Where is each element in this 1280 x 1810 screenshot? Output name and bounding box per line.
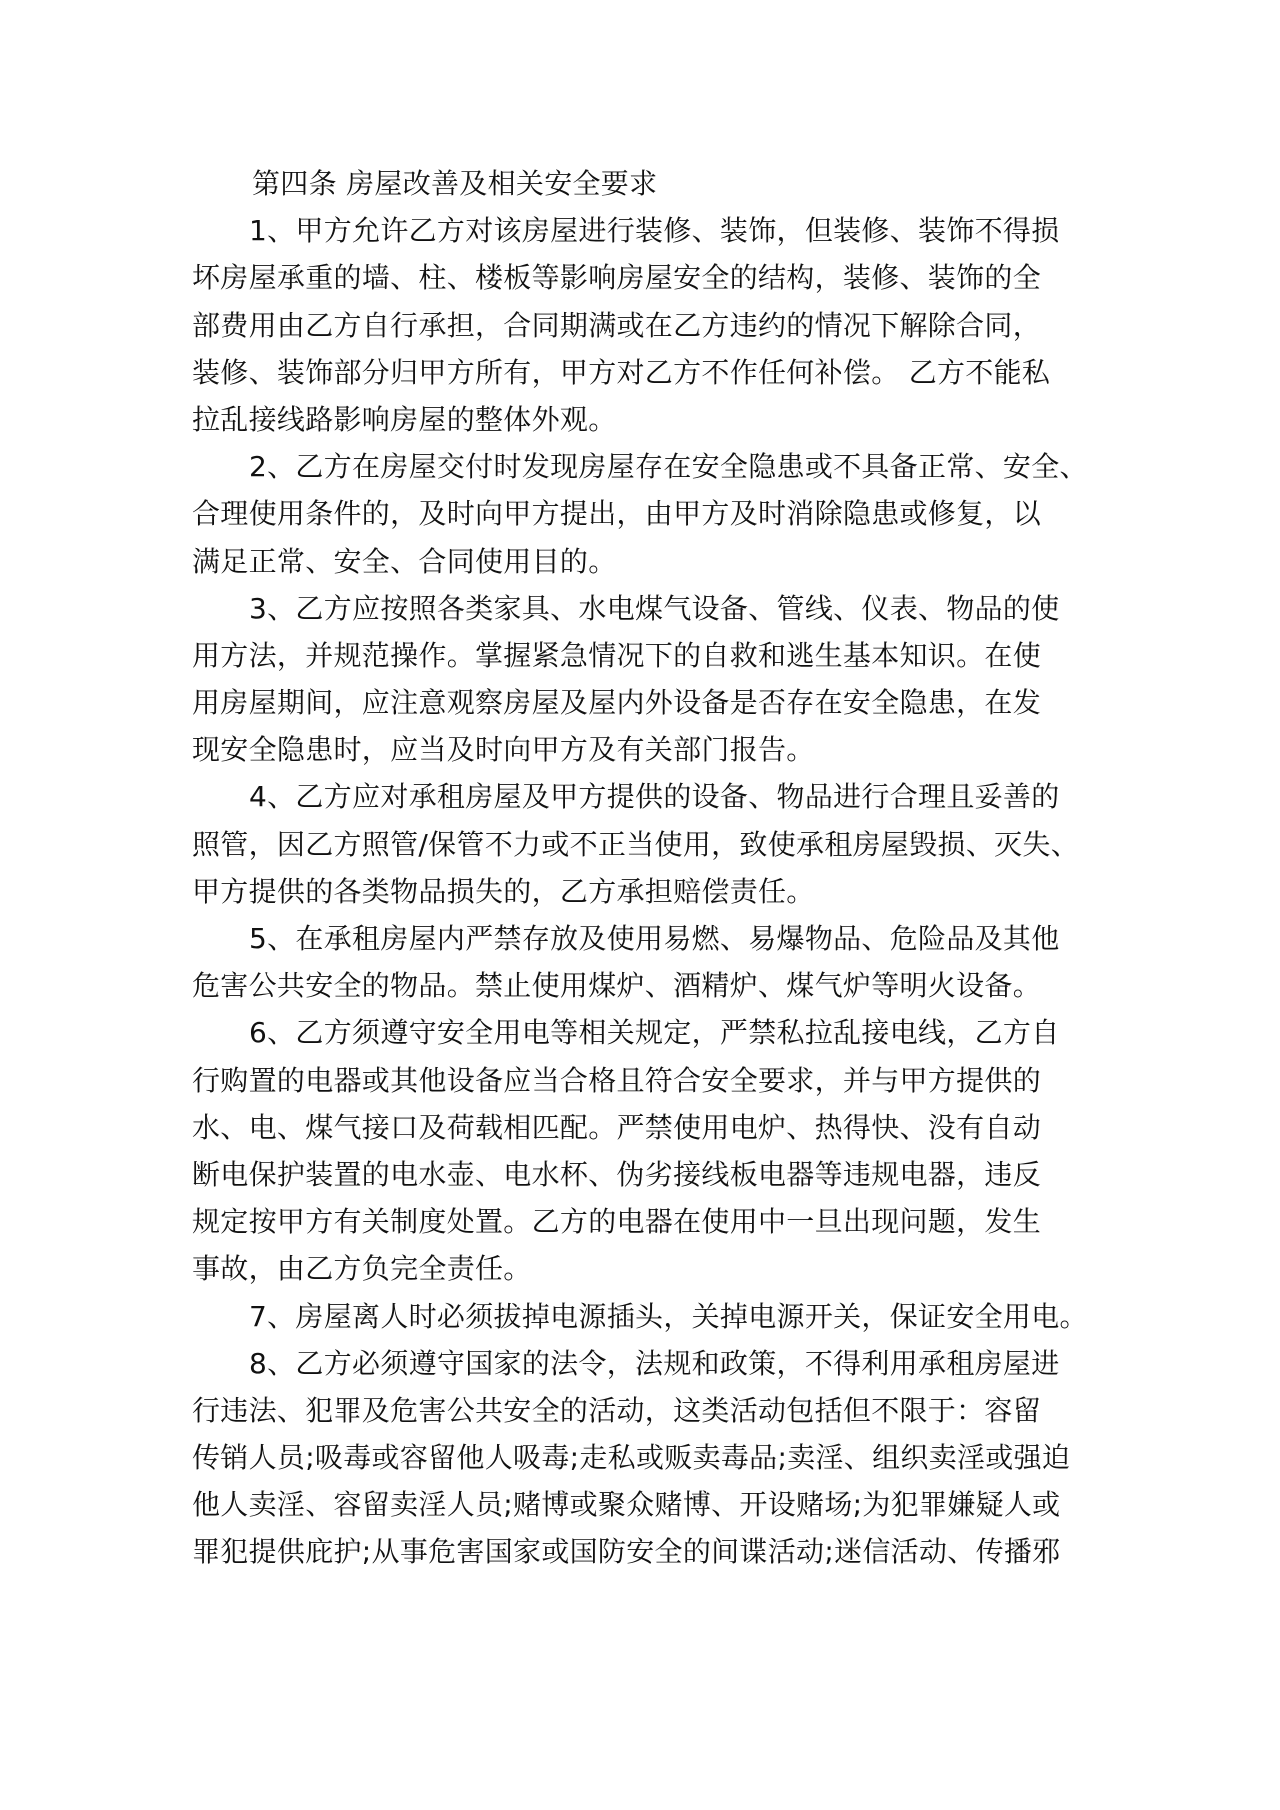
paragraph-line: 6、乙方须遵守安全用电等相关规定，严禁私拉乱接电线，乙方自: [249, 1016, 1060, 1050]
section-heading: 第四条 房屋改善及相关安全要求: [252, 167, 658, 200]
paragraph: [192, 1293, 1092, 1340]
paragraph: [192, 585, 1092, 774]
paragraph-line: 行购置的电器或其他设备应当合格且符合安全要求，并与甲方提供的: [192, 1063, 1042, 1097]
paragraph-line: 传销人员;吸毒或容留他人吸毒;走私或贩卖毒品;卖淫、组织卖淫或强迫: [192, 1441, 1071, 1475]
paragraph: [192, 443, 1092, 585]
paragraph-line: 装修、装饰部分归甲方所有，甲方对乙方不作任何补偿。 乙方不能私: [192, 355, 1051, 389]
paragraph: [192, 915, 1092, 1009]
paragraph-line: 规定按甲方有关制度处置。乙方的电器在使用中一旦出现问题，发生: [192, 1205, 1042, 1239]
paragraph-line: 罪犯提供庇护;从事危害国家或国防安全的间谍活动;迷信活动、传播邪: [192, 1535, 1061, 1569]
paragraph-line: 现安全隐患时，应当及时向甲方及有关部门报告。: [192, 733, 815, 767]
paragraph-line: 2、乙方在房屋交付时发现房屋存在安全隐患或不具备正常、安全、: [249, 450, 1088, 484]
paragraph-line: 水、电、煤气接口及荷载相匹配。严禁使用电炉、热得快、没有自动: [192, 1110, 1042, 1144]
paragraph: [192, 773, 1092, 915]
paragraph-line: 坏房屋承重的墙、柱、楼板等影响房屋安全的结构，装修、装饰的全: [192, 261, 1042, 295]
paragraph: [192, 1340, 1092, 1576]
paragraph-line: 部费用由乙方自行承担，合同期满或在乙方违约的情况下解除合同，: [192, 308, 1042, 342]
paragraph: [192, 207, 1092, 443]
paragraph-line: 满足正常、安全、合同使用目的。: [192, 544, 617, 578]
paragraph-line: 7、房屋离人时必须拔掉电源插头，关掉电源开关，保证安全用电。: [249, 1299, 1088, 1333]
paragraph-line: 用方法，并规范操作。掌握紧急情况下的自救和逃生基本知识。在使: [192, 638, 1042, 672]
paragraph-line: 3、乙方应按照各类家具、水电煤气设备、管线、仪表、物品的使: [249, 591, 1060, 625]
paragraph: [192, 1009, 1092, 1292]
paragraph-line: 他人卖淫、容留卖淫人员;赌博或聚众赌博、开设赌场;为犯罪嫌疑人或: [192, 1488, 1061, 1522]
paragraph-line: 事故，由乙方负完全责任。: [192, 1252, 532, 1286]
paragraph-line: 1、甲方允许乙方对该房屋进行装修、装饰，但装修、装饰不得损: [249, 214, 1060, 248]
paragraph-line: 断电保护装置的电水壶、电水杯、伪劣接线板电器等违规电器，违反: [192, 1157, 1042, 1191]
paragraph-list: [192, 207, 1092, 1575]
paragraph-line: 合理使用条件的，及时向甲方提出，由甲方及时消除隐患或修复，以: [192, 497, 1042, 531]
paragraph-line: 甲方提供的各类物品损失的，乙方承担赔偿责任。: [192, 874, 815, 908]
paragraph-line: 危害公共安全的物品。禁止使用煤炉、酒精炉、煤气炉等明火设备。: [192, 969, 1042, 1003]
document-body: [192, 160, 1092, 1576]
paragraph-line: 拉乱接线路影响房屋的整体外观。: [192, 402, 617, 436]
paragraph-line: 4、乙方应对承租房屋及甲方提供的设备、物品进行合理且妥善的: [249, 780, 1060, 814]
paragraph-line: 行违法、犯罪及危害公共安全的活动，这类活动包括但不限于：容留: [192, 1393, 1042, 1427]
paragraph-line: 8、乙方必须遵守国家的法令，法规和政策，不得利用承租房屋进: [249, 1346, 1060, 1380]
paragraph-line: 用房屋期间，应注意观察房屋及屋内外设备是否存在安全隐患，在发: [192, 686, 1042, 720]
paragraph-line: 照管，因乙方照管/保管不力或不正当使用，致使承租房屋毁损、灭失、: [192, 827, 1080, 861]
paragraph-line: 5、在承租房屋内严禁存放及使用易燃、易爆物品、危险品及其他: [249, 922, 1060, 955]
